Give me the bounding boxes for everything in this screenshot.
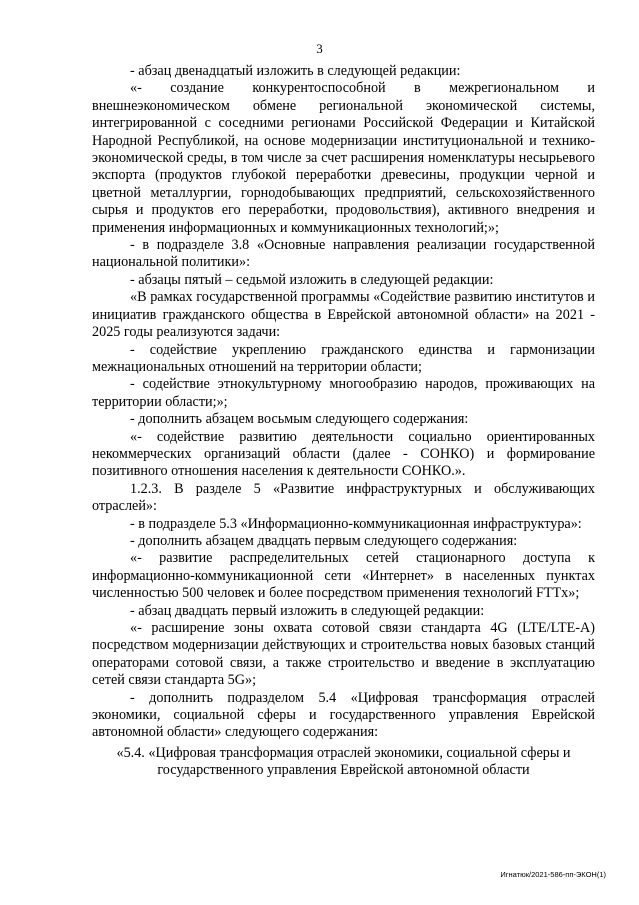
section-heading: «5.4. «Цифровая трансформация отраслей экономики, социальной сферы и государственного управления Еврейской автономной области (116, 744, 571, 779)
paragraph-9: «- содействие развитию деятельности социально ориентированных некоммерческих организаций области (далее - СОНКО) и формирование позитивного отношения населения к деятельности СОНКО.». (92, 428, 595, 480)
paragraph-16: - дополнить подразделом 5.4 «Цифровая трансформация отраслей экономики, социальной сферы и государственного управления Еврейской автономной области» следующего содержания: (92, 689, 595, 741)
paragraph-8: - дополнить абзацем восьмым следующего содержания: (130, 411, 469, 428)
paragraph-5: «В рамках государственной программы «Содействие развитию институтов и инициатив гражданского общества в Еврейской автономной области» на 2021 - 2025 годы реализуются задачи: (92, 289, 595, 341)
page-number: 3 (316, 41, 323, 56)
paragraph-11: - в подразделе 5.3 «Информационно-коммуникационная инфраструктура»: (130, 515, 582, 532)
paragraph-15: «- расширение зоны охвата сотовой связи стандарта 4G (LTE/LTE-A) посредством модернизации действующих и строительства новых базовых станций операторами сотовой связи, а также строительство и введение в эксплуатацию сетей связи стандарта 5G»; (92, 620, 595, 689)
paragraph-1: - абзац двенадцатый изложить в следующей редакции: (130, 63, 461, 79)
paragraph-3: - в подразделе 3.8 «Основные направления реализации государственной национальной политики»: (92, 237, 595, 271)
paragraph-2: «- создание конкурентоспособной в межрегиональном и внешнеэкономическом обмене региональной экономической системы, интегрированной с соседними регионами Российской Федерации и Китайской Народной Республикой, на основе модернизации институциональной и технико-экономической среды, в том числе за счет расширения номенклатуры несырьевого экспорта (продуктов глубокой переработки древесины, продукции черной и цветной металлургии, горнодобывающих предприятий, сельскохозяйственного сырья и продуктов его переработки, продовольствия), активного внедрения и применения информационных и коммуникационных технологий;»; (92, 80, 595, 236)
document-body (92, 63, 595, 780)
paragraph-12: - дополнить абзацем двадцать первым следующего содержания: (130, 532, 518, 549)
paragraph-13: «- развитие распределительных сетей стационарного доступа к информационно-коммуникационной сети «Интернет» в населенных пунктах численностью 500 человек и более посредством применения технологий FTTx»; (92, 550, 595, 602)
paragraph-10: 1.2.3. В разделе 5 «Развитие инфраструктурных и обслуживающих отраслей»: (92, 480, 595, 515)
paragraph-6: - содействие укреплению гражданского единства и гармонизации межнациональных отношений на территории области; (92, 341, 595, 375)
paragraph-14: - абзац двадцать первый изложить в следующей редакции: (130, 602, 485, 619)
paragraph-4: - абзацы пятый – седьмой изложить в следующей редакции: (130, 271, 494, 288)
paragraph-7: - содействие этнокультурному многообразию народов, проживающих на территории области;»; (92, 376, 595, 410)
document-footer-code: Игнатюк/2021-586-пп-ЭКОН(1) (500, 870, 606, 879)
